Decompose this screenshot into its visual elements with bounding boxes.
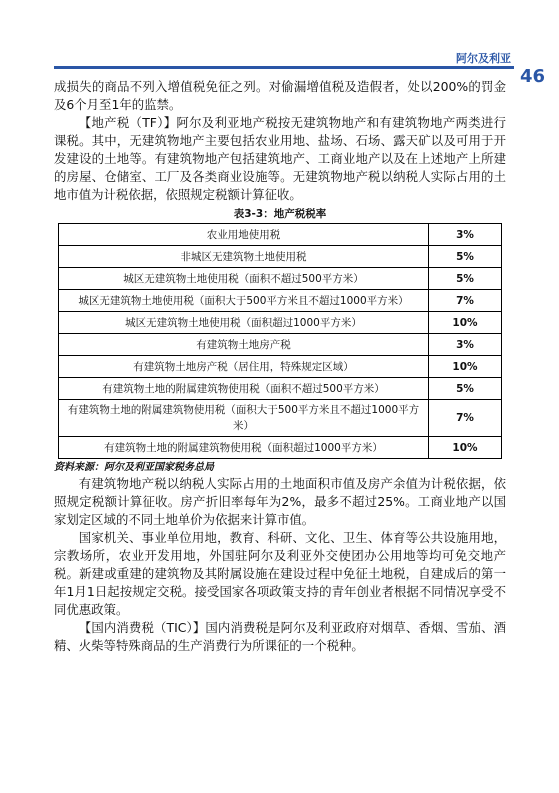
table-source-note: 资料来源：阿尔及利亚国家税务总局 — [54, 462, 214, 473]
tax-item-cell: 有建筑物土地的附属建筑物使用税（面积超过1000平方米） — [59, 437, 429, 459]
header-divider — [54, 66, 514, 69]
table-row — [59, 334, 502, 356]
paragraph-built-property-tax: 有建筑物地产税以纳税人实际占用的土地面积市值及房产余值为计税依据，依照规定税额计算征收。房产折旧率每年为2%，最多不超过25%。工商业地产以国家划定区域的不同土地单价为依据来计算市值。 — [54, 476, 506, 527]
tax-rate-cell: 10% — [429, 437, 502, 459]
tax-item-cell: 城区无建筑物土地使用税（面积不超过500平方米） — [59, 268, 429, 290]
page-content — [54, 78, 506, 655]
tax-rate-cell: 10% — [429, 312, 502, 334]
tax-rate-cell: 5% — [429, 268, 502, 290]
tax-item-cell: 城区无建筑物土地使用税（面积超过1000平方米） — [59, 312, 429, 334]
table-row — [59, 356, 502, 378]
tax-item-cell: 有建筑物土地的附属建筑物使用税（面积不超过500平方米） — [59, 378, 429, 400]
tax-rate-cell: 5% — [429, 378, 502, 400]
tax-rate-cell: 7% — [429, 400, 502, 437]
tax-rate-cell: 3% — [429, 334, 502, 356]
table-row — [59, 224, 502, 246]
header-country-label: 阿尔及利亚 — [456, 52, 511, 65]
tax-item-cell: 城区无建筑物土地使用税（面积大于500平方米且不超过1000平方米） — [59, 290, 429, 312]
table-row — [59, 290, 502, 312]
page-number: 46 — [519, 66, 545, 87]
tax-item-cell: 有建筑物土地的附属建筑物使用税（面积大于500平方米且不超过1000平方米） — [59, 400, 429, 437]
paragraph-vat-penalty: 成损失的商品不列入增值税免征之列。对偷漏增值税及造假者，处以200%的罚金及6个月至1年的监禁。 — [54, 79, 506, 112]
paragraph-property-tax: 【地产税（TF）】阿尔及利亚地产税按无建筑物地产和有建筑物地产两类进行课税。其中，无建筑物地产主要包括农业用地、盐场、石场、露天矿以及可用于开发建设的土地等。有建筑物地产包括建筑地产、工商业地产以及在上述地产上所建的房屋、仓储室、工厂及各类商业设施等。无建筑物地产税以纳税人实际占用的土地市值为计税依据，依照规定税额计算征收。 — [54, 115, 506, 202]
table-row — [59, 268, 502, 290]
table-caption: 表3-3：地产税税率 — [233, 208, 327, 220]
table-row — [59, 400, 502, 437]
tax-rate-cell: 5% — [429, 246, 502, 268]
tax-item-cell: 农业用地使用税 — [59, 224, 429, 246]
paragraph-exemptions: 国家机关、事业单位用地，教育、科研、文化、卫生、体育等公共设施用地，宗教场所，农业开发用地，外国驻阿尔及利亚外交使团办公用地等均可免交地产税。新建或重建的建筑物及其附属设施在建设过程中免征土地税，自建成后的第一年1月1日起按规定交税。接受国家各项政策支持的青年创业者根据不同情况享受不同优惠政策。 — [54, 530, 506, 617]
table-row — [59, 312, 502, 334]
table-row — [59, 378, 502, 400]
table-row — [59, 246, 502, 268]
tax-item-cell: 有建筑物土地房产税（居住用，特殊规定区域） — [59, 356, 429, 378]
tax-item-cell: 有建筑物土地房产税 — [59, 334, 429, 356]
tax-rate-cell: 3% — [429, 224, 502, 246]
tax-item-cell: 非城区无建筑物土地使用税 — [59, 246, 429, 268]
property-tax-rate-table — [58, 223, 502, 459]
tax-rate-cell: 10% — [429, 356, 502, 378]
table-row — [59, 437, 502, 459]
paragraph-consumption-tax: 【国内消费税（TIC）】国内消费税是阿尔及利亚政府对烟草、香烟、雪茄、酒精、火柴等特殊商品的生产消费行为所课征的一个税种。 — [54, 620, 506, 653]
tax-rate-cell: 7% — [429, 290, 502, 312]
